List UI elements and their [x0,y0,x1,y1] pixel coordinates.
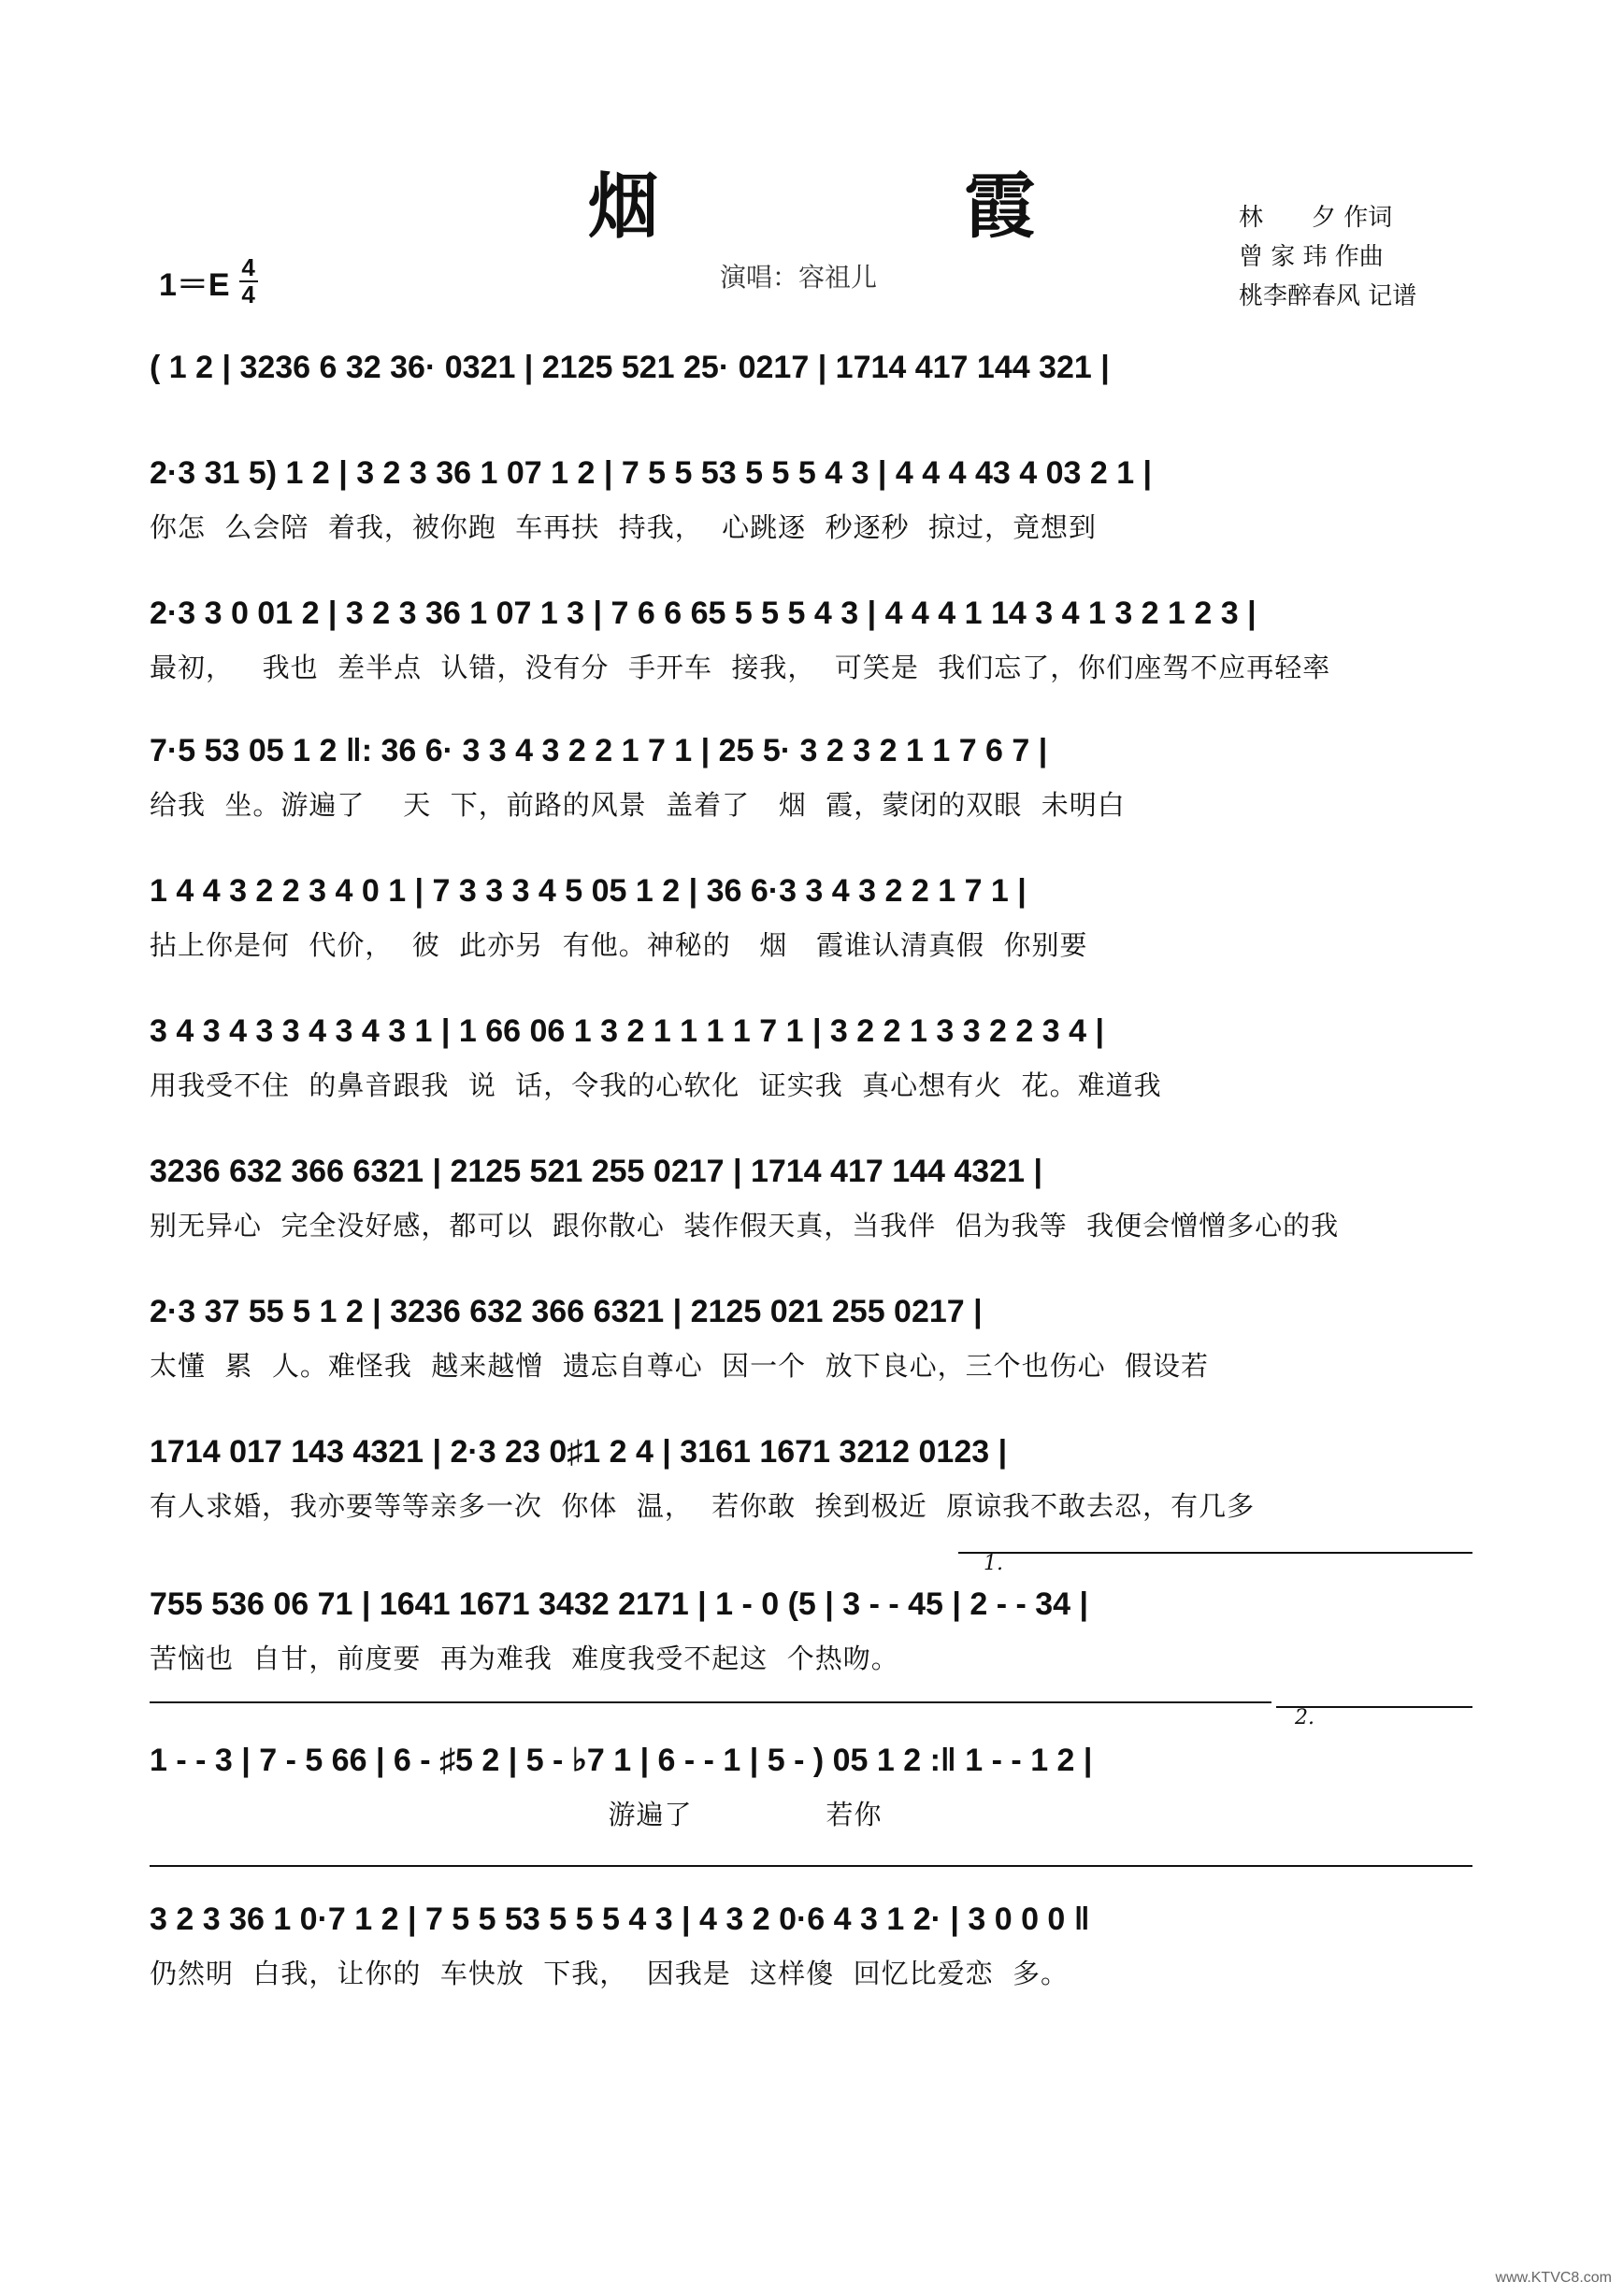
notes-line: 7·5 53 05 1 2 ‖: 36 6· 3 3 4 3 2 2 1 7 1 | 25 5· 3 2 3 2 1 1 7 6 7 | [150,733,1048,768]
score-system-3 [150,587,1472,688]
volta-line [150,1701,1271,1703]
score-system-8 [150,1285,1472,1386]
site-watermark: www.KTVC8.com [1495,2270,1612,2286]
lyrics-line: 给我 坐。游遍了 天 下，前路的风景 盖着了 烟 霞，蒙闭的双眼 未明白 [150,789,1126,821]
score-system-6 [150,1005,1472,1106]
notes-line: ( 1 2 | 3236 6 32 36· 0321 | 2125 521 25· 0217 | 1714 417 144 321 | [150,350,1110,385]
singer-credit: 演唱：容祖儿 [720,262,878,293]
lyrics-line: 仍然明 白我，让你的 车快放 下我， 因我是 这样傻 回忆比爱恋 多。 [150,1958,1070,1989]
notes-line: 755 536 06 71 | 1641 1671 3432 2171 | 1 - 0 (5 | 3 - - 45 | 2 - - 34 | [150,1586,1089,1622]
notes-line: 1714 017 143 4321 | 2·3 23 0♯1 2 4 | 3161 1671 3212 0123 | [150,1434,1008,1470]
notes-line: 2·3 31 5) 1 2 | 3 2 3 36 1 07 1 2 | 7 5 5 53 5 5 5 4 3 | 4 4 4 43 4 03 2 1 | [150,455,1153,491]
time-top: 4 [241,253,255,281]
continuation-line [150,1865,1472,1867]
notes-line: 1 4 4 3 2 2 3 4 0 1 | 7 3 3 3 4 5 05 1 2 | 36 6·3 3 4 3 2 2 1 7 1 | [150,873,1027,909]
notes-line: 3 4 3 4 3 3 4 3 4 3 1 | 1 66 06 1 3 2 1 1 1 1 7 1 | 3 2 2 1 3 3 2 2 3 4 | [150,1013,1104,1049]
score-system-1 [150,341,1472,401]
score-system-4 [150,725,1472,825]
key-label: 1＝E [159,266,230,303]
lyrics-line: 用我受不住 的鼻音跟我 说 话，令我的心软化 证实我 真心想有火 花。难道我 [150,1069,1162,1101]
first-ending-label: 1. [984,1552,1003,1575]
lyrics-line: 最初， 我也 差半点 认错，没有分 手开车 接我， 可笑是 我们忘了，你们座驾不应再轻率 [150,652,1331,683]
time-signature [239,253,258,309]
second-ending-label: 2. [1295,1706,1314,1729]
lyrics-line: 有人求婚，我亦要等等亲多一次 你体 温， 若你敢 挨到极近 原谅我不敢去忍，有几多 [150,1490,1256,1522]
key-signature [159,253,258,309]
lyrics-line: 别无异心 完全没好感，都可以 跟你散心 装作假天真，当我伴 侣为我等 我便会憎憎多心的我 [150,1210,1340,1241]
score-system-12 [150,1893,1472,1994]
lyrics-line: 游遍了 若你 [150,1799,883,1830]
first-ending-bracket [958,1552,1472,1554]
score-system-2 [150,447,1472,548]
lyrics-line: 太懂 累 人。难怪我 越来越憎 遗忘自尊心 因一个 放下良心，三个也伤心 假设若 [150,1350,1210,1382]
credits [1239,198,1416,316]
transcriber-credit: 桃李醉春风 记谱 [1239,282,1417,310]
score-system-7 [150,1145,1472,1246]
lyricist-credit: 林 夕 作词 [1239,204,1393,232]
score-system-5 [150,865,1472,966]
composer-credit: 曾 家 玮 作曲 [1239,243,1384,271]
notes-line: 2·3 37 55 5 1 2 | 3236 632 366 6321 | 2125 021 255 0217 | [150,1294,983,1329]
lyrics-line: 拈上你是何 代价， 彼 此亦另 有他。神秘的 烟 霞谁认清真假 你别要 [150,929,1088,961]
notes-line: 3 2 3 36 1 0·7 1 2 | 7 5 5 53 5 5 5 4 3 | 4 3 2 0·6 4 3 1 2· | 3 0 0 0 ‖ [150,1901,1090,1937]
notes-line: 1 - - 3 | 7 - 5 66 | 6 - ♯5 2 | 5 - ♭7 1 | 6 - - 1 | 5 - ) 05 1 2 :‖ 1 - - 1 2 | [150,1743,1093,1778]
score-system-10 [150,1578,1472,1679]
score-system-11 [150,1734,1472,1835]
notes-line: 3236 632 366 6321 | 2125 521 255 0217 | 1714 417 144 4321 | [150,1154,1042,1189]
score-system-9 [150,1426,1472,1527]
song-title: 烟 霞 [587,165,1176,248]
lyrics-line: 苦恼也 自甘，前度要 再为难我 难度我受不起这 个热吻。 [150,1643,899,1674]
time-bottom: 4 [241,280,255,309]
lyrics-line: 你怎 么会陪 着我，被你跑 车再扶 持我， 心跳逐 秒逐秒 掠过，竟想到 [150,511,1098,543]
notes-line: 2·3 3 0 01 2 | 3 2 3 36 1 07 1 3 | 7 6 6 65 5 5 5 4 3 | 4 4 4 1 14 3 4 1 3 2 1 2 3 | [150,596,1257,631]
